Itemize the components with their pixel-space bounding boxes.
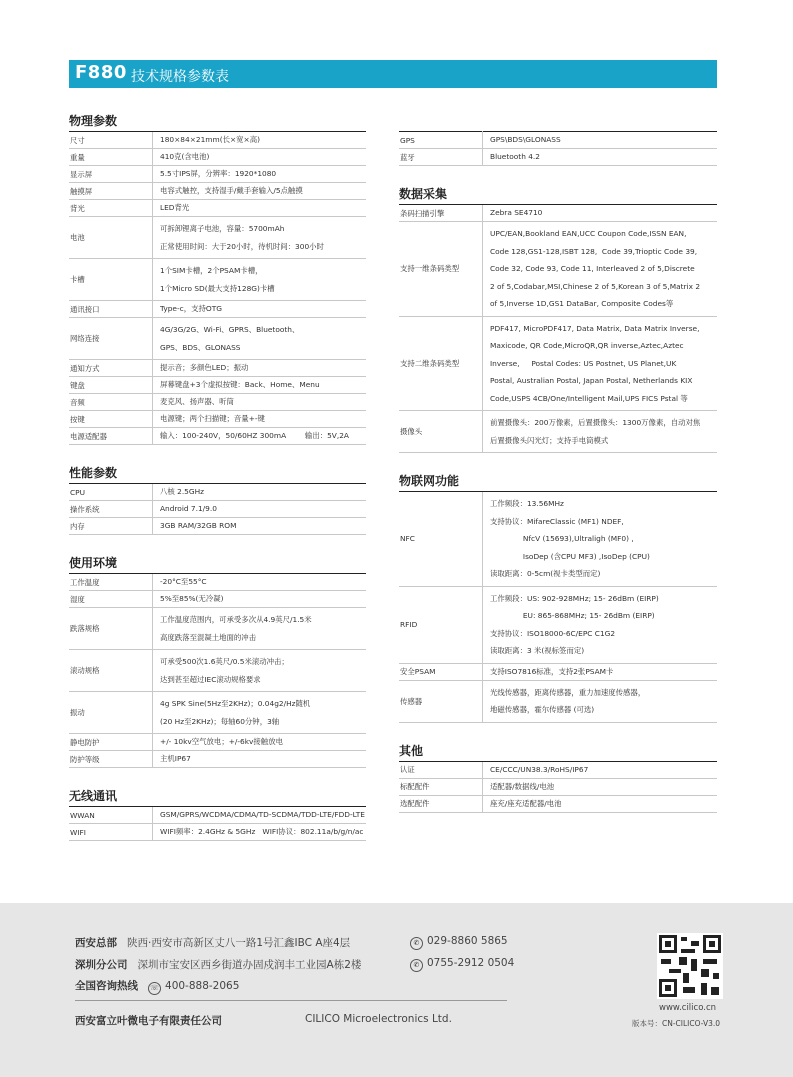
section-title: 性能参数: [69, 464, 366, 484]
spec-row: [69, 518, 366, 535]
hq-label: 西安总部: [75, 937, 117, 949]
spec-value-line: Postal, Australian Postal, Japan Postal, Netherlands KIX: [490, 376, 693, 385]
spec-row: [399, 222, 717, 317]
spec-value: [153, 518, 367, 535]
phone-icon: ✆: [410, 959, 423, 972]
spec-row: [69, 501, 366, 518]
spec-value-line: -20°C至55°C: [160, 577, 207, 586]
physical-section: [69, 112, 366, 445]
spec-value-line: 座充/座充适配器/电池: [490, 798, 562, 808]
spec-table: [399, 762, 717, 813]
spec-value-line: 电容式触控，支持湿手/戴手套输入/5点触摸: [160, 186, 303, 195]
spec-label: NFC: [399, 492, 483, 586]
spec-label: 防护等级: [69, 751, 153, 768]
spec-value-line: 5.5寸IPS屏，分辨率：1920*1080: [160, 169, 277, 178]
spec-label: 支持一维条码类型: [399, 222, 483, 317]
spec-value-line: 3GB RAM/32GB ROM: [160, 521, 237, 530]
spec-row: [69, 608, 366, 650]
wireless-section: [69, 787, 366, 841]
spec-value: [153, 394, 367, 411]
spec-label: 滚动规格: [69, 650, 153, 692]
spec-value: [153, 501, 367, 518]
section-title: 使用环境: [69, 554, 366, 574]
data-capture-section: [399, 185, 717, 453]
spec-value-line: LED背光: [160, 203, 190, 212]
spec-row: [399, 411, 717, 453]
spec-value: [483, 795, 718, 812]
spec-row: [69, 149, 366, 166]
hotline-info: [75, 978, 239, 995]
spec-row: [69, 377, 366, 394]
spec-value-line: 读取距离：0-5cm(视卡类型而定): [490, 569, 601, 578]
spec-value-line: of 5,Inverse 1D,GS1 DataBar, Composite Codes等: [490, 299, 674, 308]
spec-value-line: UPC/EAN,Bookland EAN,UCC Coupon Code,ISSN EAN,: [490, 229, 687, 238]
spec-row: [399, 663, 717, 680]
section-title: 无线通讯: [69, 787, 366, 807]
iot-section: [399, 472, 717, 723]
spec-value: [153, 200, 367, 217]
spec-value-line: 可承受500次1.6英尺/0.5米滚动冲击；: [160, 657, 289, 666]
company-en-row: [305, 1013, 452, 1025]
spec-value-line: Bluetooth 4.2: [490, 152, 540, 161]
spec-label: WWAN: [69, 807, 153, 824]
other-section: [399, 742, 717, 813]
spec-label: 重量: [69, 149, 153, 166]
spec-value: [483, 586, 718, 663]
spec-row: [399, 492, 717, 586]
spec-value-line: 4g SPK Sine(5Hz至2KHz)；0.04g2/Hz随机: [160, 699, 311, 708]
spec-label: 选配配件: [399, 795, 483, 812]
spec-value: [153, 411, 367, 428]
spec-value-line: 达到甚至超过IEC滚动规格要求: [160, 674, 261, 684]
section-title: 其他: [399, 742, 717, 762]
spec-value-line: 输入：100-240V，50/60HZ 300mA 输出：5V,2A: [160, 431, 349, 440]
spec-value: [153, 132, 367, 149]
spec-value: [153, 591, 367, 608]
spec-table: [69, 132, 366, 445]
spec-value-line: 工作频段：US: 902-928MHz; 15- 26dBm (EIRP): [490, 593, 659, 603]
spec-value: [483, 132, 718, 149]
spec-row: [69, 394, 366, 411]
spec-label: 背光: [69, 200, 153, 217]
spec-label: 跌落规格: [69, 608, 153, 650]
spec-row: [399, 132, 717, 149]
spec-value-line: 2 of 5,Codabar,MSI,Chinese 2 of 5,Korean 3 of 5,Matrix 2: [490, 281, 701, 291]
spec-row: [399, 316, 717, 411]
spec-value: [153, 217, 367, 259]
section-title: 数据采集: [399, 185, 717, 205]
spec-value: [483, 411, 718, 453]
spec-value: [483, 492, 718, 586]
spec-value: [153, 574, 367, 591]
spec-value-line: 支持ISO7816标准，支持2张PSAM卡: [490, 666, 614, 676]
section-title: 物理参数: [69, 112, 366, 132]
spec-row: [399, 680, 717, 722]
website: www.cilico.cn: [659, 1003, 717, 1013]
hq-info: [75, 935, 350, 950]
spec-label: 支持二维条码类型: [399, 316, 483, 411]
spec-value-line: 支持协议：ISO18000-6C/EPC C1G2: [490, 628, 616, 638]
spec-label: 电池: [69, 217, 153, 259]
spec-value-line: 前置摄像头：200万像素，后置摄像头：1300万像素，自动对焦: [490, 418, 701, 427]
spec-label: 触摸屏: [69, 183, 153, 200]
title-banner: [69, 60, 717, 88]
section-title: 物联网功能: [399, 472, 717, 492]
spec-value-line: 屏幕键盘+3个虚拟按键：Back、Home、Menu: [160, 380, 320, 389]
sz-info: [75, 957, 361, 972]
spec-row: [69, 428, 366, 445]
spec-label: 电源适配器: [69, 428, 153, 445]
phone-icon: ✆: [410, 937, 423, 950]
spec-value: [153, 692, 367, 734]
spec-row: [69, 183, 366, 200]
spec-value-line: GSM/GPRS/WCDMA/CDMA/TD-SCDMA/TDD-LTE/FDD-LTE: [160, 810, 365, 819]
spec-row: [399, 778, 717, 795]
spec-value-line: 地磁传感器，霍尔传感器 (可选): [490, 705, 595, 714]
spec-value-line: 麦克风、扬声器、听筒: [160, 397, 234, 406]
spec-label: 通知方式: [69, 360, 153, 377]
spec-value: [483, 778, 718, 795]
qr-code-icon: [657, 933, 723, 999]
sz-phone-row: [410, 957, 514, 972]
spec-label: WIFI: [69, 824, 153, 841]
right-column: [399, 112, 717, 813]
spec-value-line: +/- 10kv空气放电；+/-6kv接触放电: [160, 737, 283, 746]
spec-row: [399, 149, 717, 166]
spec-table: [69, 574, 366, 768]
spec-value-line: IsoDep (含CPU MF3) ,IsoDep (CPU): [490, 551, 650, 561]
spec-value-line: 电源键；两个扫描键；音量+-键: [160, 414, 265, 423]
sz-phone: 0755-2912 0504: [427, 957, 515, 969]
spec-value-line: GPS\BDS\GLONASS: [490, 135, 561, 144]
spec-label: 操作系统: [69, 501, 153, 518]
footer-divider: [75, 1000, 507, 1001]
spec-label: 音频: [69, 394, 153, 411]
spec-row: [69, 591, 366, 608]
spec-row: [69, 200, 366, 217]
spec-value-line: Type-c，支持OTG: [160, 304, 222, 313]
spec-row: [69, 751, 366, 768]
spec-row: [69, 484, 366, 501]
spec-value: [153, 428, 367, 445]
spec-value-line: EU: 865-868MHz; 15- 26dBm (EIRP): [490, 611, 655, 620]
hotline-label: 全国咨询热线: [75, 980, 138, 992]
spec-label: 标配配件: [399, 778, 483, 795]
company-names: [75, 1013, 222, 1028]
gps-bt-section: [399, 112, 717, 166]
spec-label: GPS: [399, 132, 483, 149]
left-column: [69, 112, 366, 841]
hq-phone: 029-8860 5865: [427, 935, 508, 947]
spec-value-line: Maxicode, QR Code,MicroQR,QR inverse,Aztec,Aztec: [490, 341, 684, 350]
spec-value-line: 410克(含电池): [160, 152, 210, 161]
spec-label: 安全PSAM: [399, 663, 483, 680]
spec-value-line: 正常使用时间：大于20小时，待机时间：300小时: [160, 241, 324, 251]
spec-value: [153, 166, 367, 183]
spec-value-line: 180×84×21mm(长×宽×高): [160, 135, 261, 144]
spec-table: [69, 484, 366, 535]
spec-label: 显示屏: [69, 166, 153, 183]
version-number: 版本号：CN-CILICO-V3.0: [632, 1019, 721, 1028]
spec-row: [69, 734, 366, 751]
spec-value-line: 工作频段：13.56MHz: [490, 499, 564, 508]
spec-row: [399, 586, 717, 663]
spec-value: [153, 751, 367, 768]
spec-value-line: 工作温度范围内，可承受多次从4.9英尺/1.5米: [160, 615, 312, 624]
performance-section: [69, 464, 366, 535]
spec-label: 静电防护: [69, 734, 153, 751]
spec-value-line: (20 Hz至2KHz)；每轴60分钟，3轴: [160, 716, 280, 726]
spec-value-line: 1个Micro SD(最大支持128G)卡槽: [160, 283, 275, 293]
spec-value-line: 4G/3G/2G、Wi-Fi、GPRS、Bluetooth、: [160, 325, 300, 334]
spec-label: 卡槽: [69, 259, 153, 301]
spec-value-line: PDF417, MicroPDF417, Data Matrix, Data Matrix Inverse,: [490, 323, 700, 333]
spec-value-line: 光线传感器，距离传感器，重力加速度传感器，: [490, 687, 646, 697]
spec-value-line: Inverse, Postal Codes: US Postnet, US Planet,UK: [490, 358, 677, 368]
spec-table: [399, 131, 717, 166]
spec-value: [483, 316, 718, 411]
spec-label: 键盘: [69, 377, 153, 394]
spec-value: [483, 762, 718, 779]
spec-label: 内存: [69, 518, 153, 535]
spec-value-line: 提示音；多颜色LED；振动: [160, 363, 249, 372]
spec-value: [153, 259, 367, 301]
spec-row: [399, 205, 717, 222]
spec-label: 传感器: [399, 680, 483, 722]
spec-row: [69, 574, 366, 591]
spec-value-line: 支持协议：MifareClassic (MF1) NDEF,: [490, 516, 624, 526]
spec-value: [153, 183, 367, 200]
headset-icon: ☏: [148, 982, 161, 995]
company-en: CILICO Microelectronics Ltd.: [305, 1013, 452, 1025]
spec-value: [153, 484, 367, 501]
spec-row: [69, 360, 366, 377]
spec-table: [399, 492, 717, 723]
spec-value: [483, 205, 718, 222]
spec-label: CPU: [69, 484, 153, 501]
spec-row: [69, 217, 366, 259]
environment-section: [69, 554, 366, 768]
spec-label: 尺寸: [69, 132, 153, 149]
spec-value-line: Zebra SE4710: [490, 208, 543, 217]
spec-value-line: 主机IP67: [160, 754, 191, 763]
spec-value-line: 1个SIM卡槽，2个PSAM卡槽，: [160, 266, 263, 275]
spec-value-line: 可拆卸锂离子电池，容量：5700mAh: [160, 224, 285, 233]
spec-label: 湿度: [69, 591, 153, 608]
spec-value: [153, 650, 367, 692]
sz-address: 深圳市宝安区西乡街道办固戍润丰工业园A栋2楼: [137, 959, 362, 971]
spec-row: [69, 132, 366, 149]
spec-row: [69, 318, 366, 360]
spec-label: 蓝牙: [399, 149, 483, 166]
hotline-number: 400-888-2065: [165, 980, 240, 992]
sz-label: 深圳分公司: [75, 959, 128, 971]
spec-value: [483, 663, 718, 680]
spec-value-line: GPS、BDS、GLONASS: [160, 342, 241, 352]
spec-value-line: Code 128,GS1-128,ISBT 128, Code 39,Trioptic Code 39,: [490, 246, 698, 256]
hq-address: 陕西·西安市高新区丈八一路1号汇鑫IBC A座4层: [127, 937, 351, 949]
spec-row: [69, 824, 366, 841]
company-cn: 西安富立叶微电子有限责任公司: [75, 1015, 222, 1027]
spec-label: 通讯接口: [69, 301, 153, 318]
spec-row: [69, 650, 366, 692]
spec-value-line: CE/CCC/UN38.3/RoHS/IP67: [490, 764, 589, 774]
spec-label: 摄像头: [399, 411, 483, 453]
spec-value: [153, 301, 367, 318]
spec-value-line: 高度跌落至混凝土地面的冲击: [160, 632, 257, 642]
spec-row: [69, 259, 366, 301]
spec-value-line: WIFI频率：2.4GHz & 5GHz WIFI协议：802.11a/b/g/n/ac: [160, 827, 364, 836]
spec-label: 认证: [399, 762, 483, 779]
spec-value: [483, 149, 718, 166]
spec-value: [153, 824, 367, 841]
spec-value: [483, 222, 718, 317]
spec-label: 条码扫描引擎: [399, 205, 483, 222]
spec-value-line: 适配器/数据线/电池: [490, 781, 555, 791]
spec-label: 工作温度: [69, 574, 153, 591]
spec-value-line: NfcV (15693),Ultraligh (MF0) ,: [490, 534, 634, 543]
spec-table: [69, 807, 366, 841]
spec-value-line: 5%至85%(无冷凝): [160, 594, 224, 603]
spec-label: 按键: [69, 411, 153, 428]
spec-label: 振动: [69, 692, 153, 734]
spec-value: [153, 807, 367, 824]
spec-value-line: Code,USPS 4CB/One/Intelligent Mail,UPS FICS Pstal 等: [490, 393, 688, 403]
spec-value: [483, 680, 718, 722]
model-name: F880: [75, 62, 127, 83]
spec-value: [153, 360, 367, 377]
spec-row: [399, 762, 717, 779]
spec-label: 网络连接: [69, 318, 153, 360]
spec-value-line: 后置摄像头闪光灯；支持手电筒模式: [490, 435, 609, 445]
spec-row: [69, 692, 366, 734]
spec-row: [69, 807, 366, 824]
spec-value-line: Code 32, Code 93, Code 11, Interleaved 2 of 5,Discrete: [490, 264, 695, 273]
spec-row: [399, 795, 717, 812]
spec-value: [153, 318, 367, 360]
spec-row: [69, 166, 366, 183]
spec-label: RFID: [399, 586, 483, 663]
spec-value: [153, 377, 367, 394]
spec-value-line: Android 7.1/9.0: [160, 504, 217, 513]
spec-value: [153, 608, 367, 650]
hq-phone-row: [410, 935, 508, 950]
spec-value: [153, 734, 367, 751]
page-title: 技术规格参数表: [131, 69, 229, 85]
spec-value: [153, 149, 367, 166]
spec-row: [69, 301, 366, 318]
spec-table: [399, 205, 717, 453]
spec-value-line: 读取距离：3 米(视标签而定): [490, 646, 585, 655]
spec-value-line: 八核 2.5GHz: [160, 487, 205, 496]
spec-row: [69, 411, 366, 428]
